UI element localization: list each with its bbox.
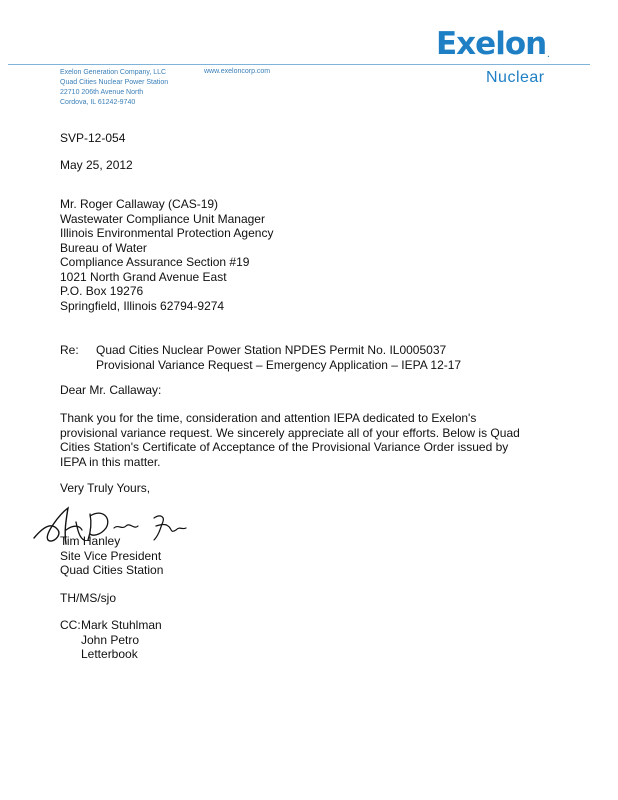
letterhead-divider: [8, 64, 590, 65]
subject-line: Provisional Variance Request – Emergency Application – IEPA 12-17: [96, 357, 462, 372]
body-line: IEPA in this matter.: [60, 454, 161, 469]
logo-subtitle: Nuclear: [486, 69, 545, 86]
re-label: Re:: [60, 343, 79, 357]
body-line: provisional variance request. We sincerely appreciate all of your efforts. Below is Quad: [60, 425, 520, 440]
salutation: Dear Mr. Callaway:: [60, 383, 162, 397]
body-paragraph: [60, 411, 520, 469]
cc-entry: Mark Stuhlman: [81, 618, 162, 632]
typist-initials: TH/MS/sjo: [60, 591, 117, 605]
street-address: 22710 206th Avenue North: [60, 89, 144, 96]
recipient-line: Compliance Assurance Section #19: [60, 255, 250, 269]
signer-organization: Quad Cities Station: [60, 563, 164, 577]
subject: [96, 343, 461, 372]
recipient-line: 1021 North Grand Avenue East: [60, 269, 227, 284]
exelon-logo: Exelon.: [436, 26, 549, 62]
subject-line: Quad Cities Nuclear Power Station NPDES Permit No. IL0005037: [96, 343, 447, 357]
cc-label: CC:: [60, 618, 81, 632]
signer-block: [60, 534, 163, 578]
letterhead-address: [60, 68, 168, 108]
signer-name: Tim Hanley: [60, 534, 121, 548]
body-line: Cities Station's Certificate of Acceptance of the Provisional Variance Order issued by: [60, 440, 509, 454]
recipient-line: Bureau of Water: [60, 240, 147, 255]
cc-entry: Letterbook: [81, 647, 138, 661]
website-link[interactable]: www.exeloncorp.com: [204, 68, 271, 75]
recipient-line: Wastewater Compliance Unit Manager: [60, 211, 265, 226]
recipient-line: Springfield, Illinois 62794-9274: [60, 298, 225, 313]
letter-date: May 25, 2012: [60, 158, 133, 172]
body-line: Thank you for the time, consideration and attention IEPA dedicated to Exelon's: [60, 411, 477, 425]
recipient-line: Mr. Roger Callaway (CAS-19): [60, 197, 219, 211]
recipient-line: P.O. Box 19276: [60, 284, 144, 298]
reference-number: SVP-12-054: [60, 131, 126, 145]
recipient-line: Illinois Environmental Protection Agency: [60, 226, 274, 240]
closing: Very Truly Yours,: [60, 481, 151, 495]
signer-title: Site Vice President: [60, 548, 162, 563]
cc-entry: John Petro: [81, 632, 140, 647]
city-address: Cordova, IL 61242-9740: [60, 99, 136, 106]
recipient-address: [60, 197, 273, 313]
cc-list: [81, 618, 162, 662]
station-name: Quad Cities Nuclear Power Station: [60, 79, 169, 86]
company-name: Exelon Generation Company, LLC: [60, 69, 167, 76]
